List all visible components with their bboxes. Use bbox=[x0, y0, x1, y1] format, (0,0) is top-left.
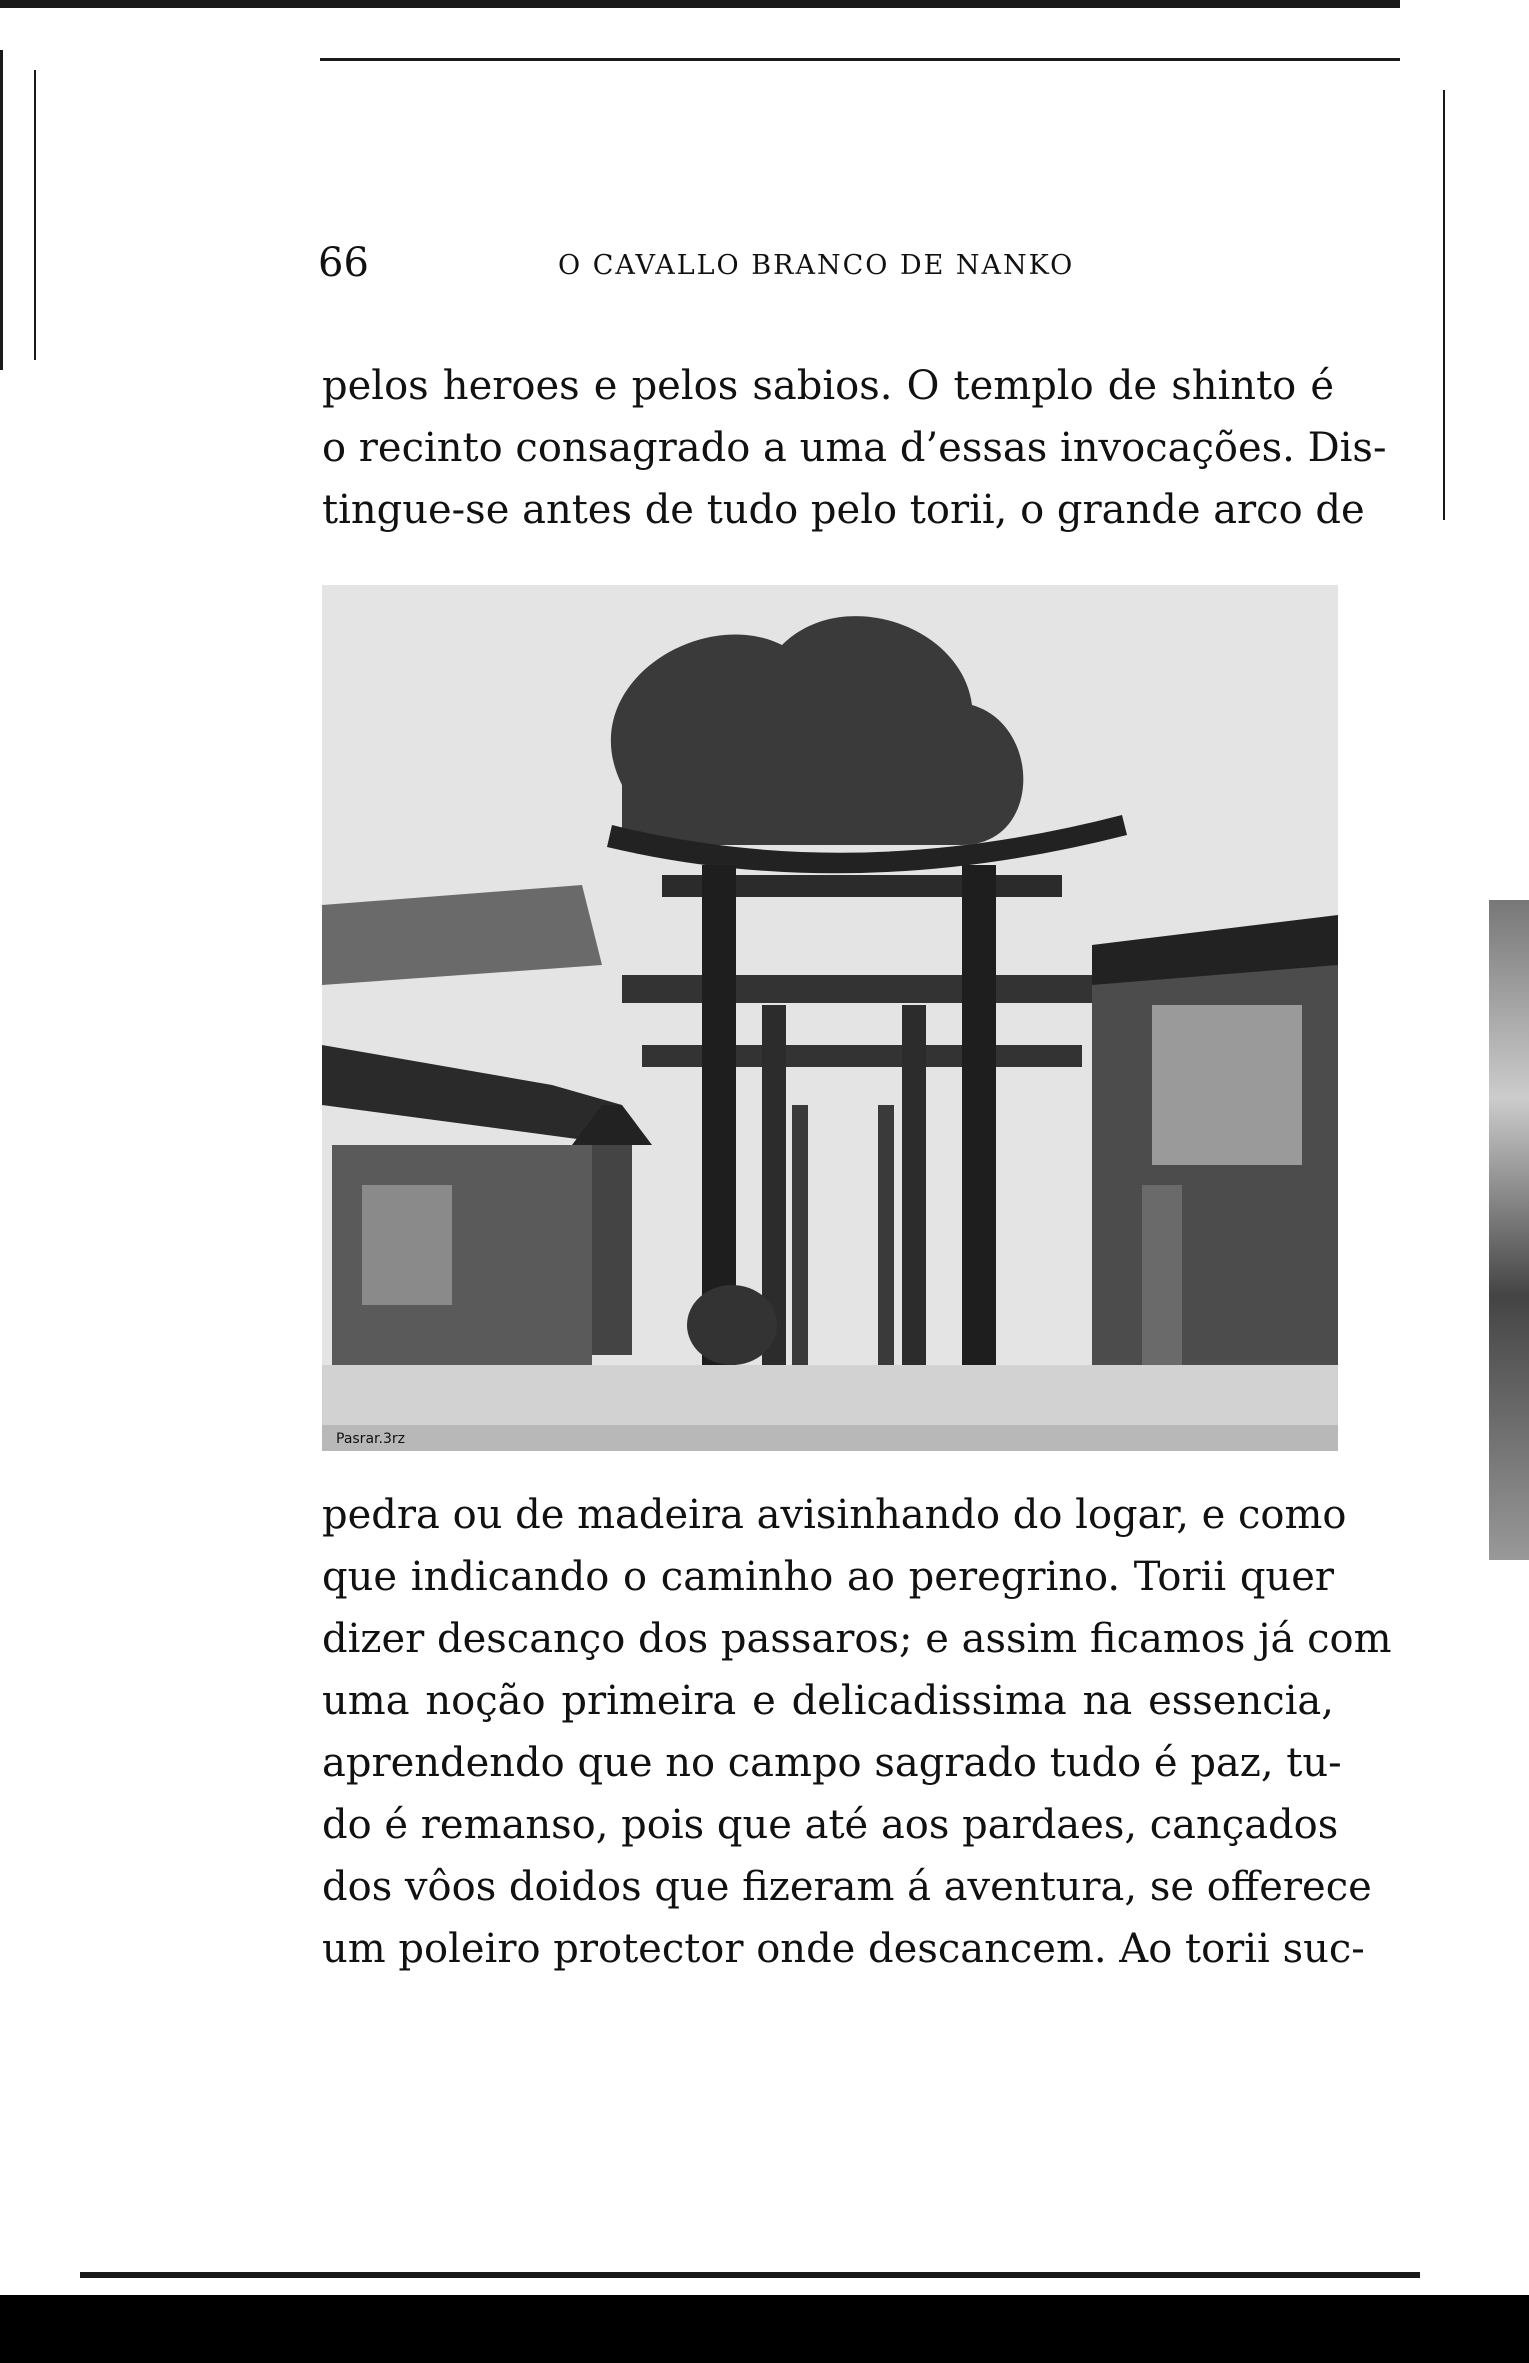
text-line: uma noção primeira e delicadissima na essencia, bbox=[322, 1678, 1334, 1724]
text-line: do é remanso, pois que até aos pardaes, cançados bbox=[322, 1802, 1339, 1848]
scan-rule-bottom bbox=[80, 2272, 1420, 2278]
scan-side-strip bbox=[1489, 900, 1529, 1560]
text-line: tingue-se antes de tudo pelo torii, o grande arco de bbox=[322, 487, 1365, 533]
text-line: pedra ou de madeira avisinhando do logar, e como bbox=[322, 1492, 1347, 1538]
text-line: pelos heroes e pelos sabios. O templo de shinto é bbox=[322, 363, 1334, 409]
page-header bbox=[318, 240, 1338, 300]
running-title: O CAVALLO BRANCO DE NANKO bbox=[558, 250, 1075, 281]
page-number: 66 bbox=[318, 240, 369, 286]
paragraph-bottom bbox=[322, 1484, 1392, 1980]
plate-mark: Pasrar.3rz bbox=[336, 1431, 405, 1447]
scan-rule-top bbox=[320, 58, 1400, 61]
scan-edge-top bbox=[0, 0, 1400, 8]
text-line: dos vôos doidos que fizeram á aventura, se offerece bbox=[322, 1864, 1372, 1910]
scan-edge-left bbox=[0, 50, 3, 370]
text-line: um poleiro protector onde descancem. Ao torii suc- bbox=[322, 1926, 1365, 1972]
torii-gate-photo-icon bbox=[322, 585, 1338, 1451]
text-line: aprendendo que no campo sagrado tudo é paz, tu- bbox=[322, 1740, 1342, 1786]
scan-bottom-bar bbox=[0, 2295, 1529, 2363]
scan-edge-right bbox=[1443, 90, 1445, 520]
paragraph-top bbox=[322, 355, 1387, 541]
scan-edge-left-inner bbox=[34, 70, 36, 360]
text-line: dizer descanço dos passaros; e assim ficamos já com bbox=[322, 1616, 1392, 1662]
text-line: que indicando o caminho ao peregrino. Torii quer bbox=[322, 1554, 1334, 1600]
text-line: o recinto consagrado a uma d’essas invocações. Dis- bbox=[322, 425, 1387, 471]
torii-photo bbox=[322, 585, 1338, 1451]
